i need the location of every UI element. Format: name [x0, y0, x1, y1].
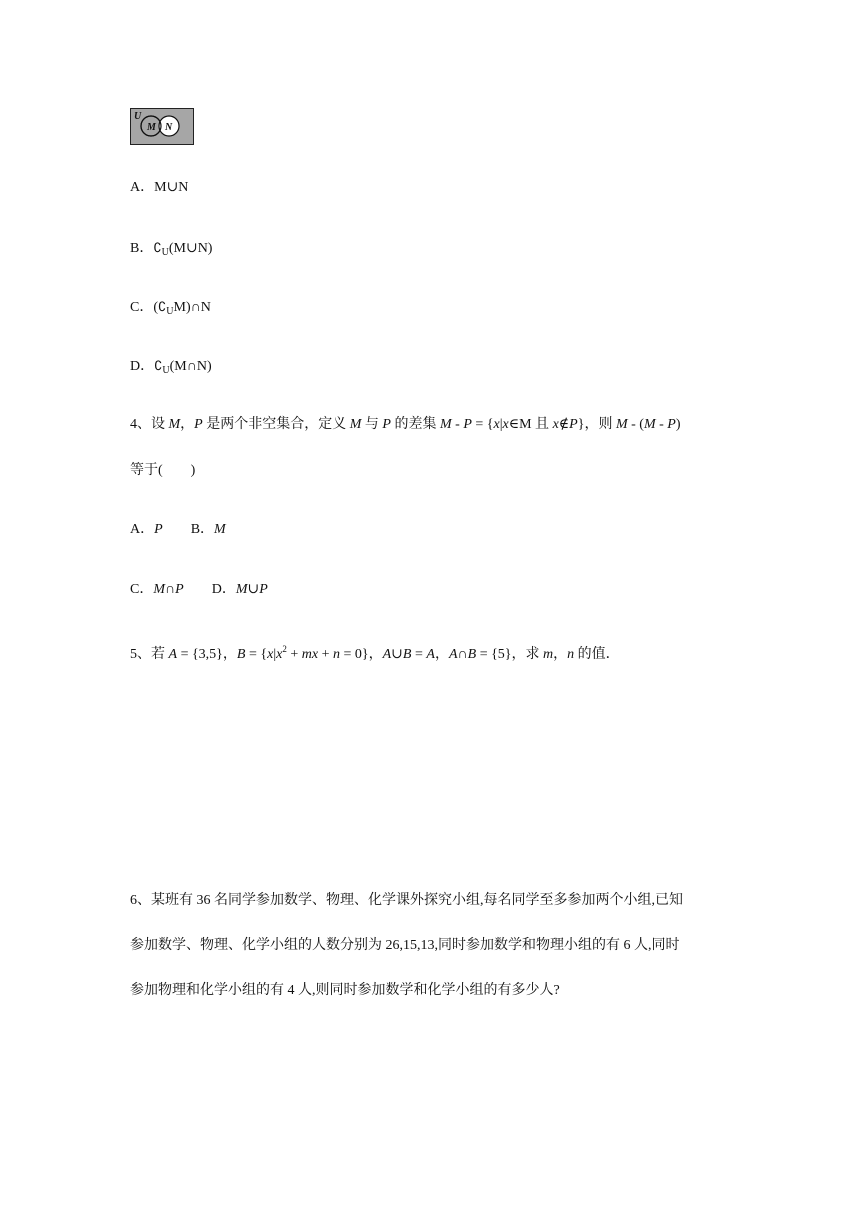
option-b-value: M: [214, 522, 226, 537]
question-6-line-1: 6、某班有 36 名同学参加数学、物理、化学课外探究小组,每名同学至多参加两个小组,已知: [130, 893, 683, 908]
option-b: B．$∁_U(M\cup N)$: [130, 240, 213, 258]
question-5-text: 5、若 A = {3,5}，$B = \{x|x^2$ + mx + n = 0}，A∪B = A，A∩B = {5}，求 m，n 的值．: [130, 644, 620, 662]
question-4-options-ab: [130, 520, 226, 540]
universe-label: U: [134, 111, 142, 122]
set-n-label: N: [165, 122, 173, 133]
question-4-blank: 等于( ): [130, 463, 196, 478]
option-a-prefix: A．: [130, 522, 155, 537]
option-a: A．M∪N: [130, 180, 189, 195]
option-a-value: P: [154, 522, 163, 537]
set-m-label: M: [147, 122, 156, 133]
venn-diagram: [130, 108, 194, 145]
option-b-prefix: B．: [190, 522, 215, 537]
question-4-text: 4、设 M，P 是两个非空集合，定义 M 与 P 的差集 M - P = {x|x∈M 且 x∉P}，则 M - (M - P): [130, 417, 681, 432]
option-c: C．$(∁_UM)\cap N$: [130, 299, 211, 317]
option-d: D．$∁_U(M\cap N)$: [130, 358, 212, 376]
question-6-line-3: 参加物理和化学小组的有 4 人,则同时参加数学和化学小组的有多少人?: [130, 983, 560, 998]
question-4-options-cd: C．M∩P D．M∪P: [130, 582, 268, 597]
question-6-line-2: 参加数学、物理、化学小组的人数分别为 26,15,13,同时参加数学和物理小组的有 6 人,同时: [130, 938, 680, 953]
